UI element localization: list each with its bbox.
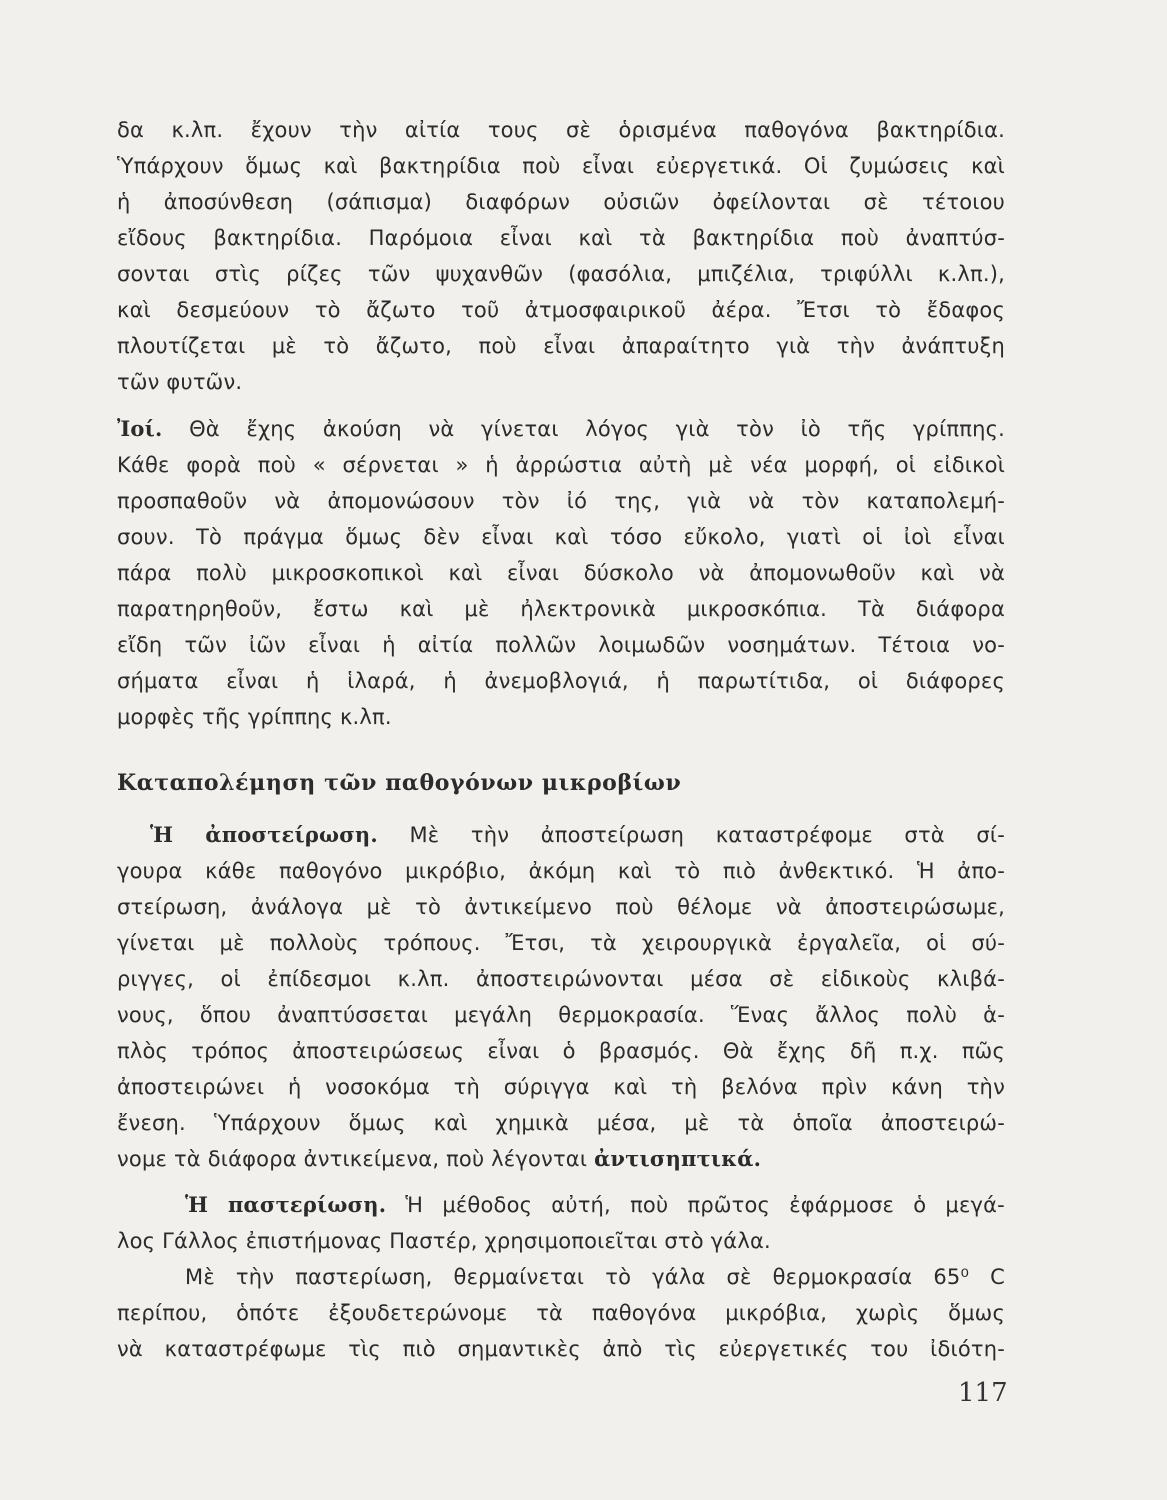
paragraph-first-line: [150, 820, 1005, 850]
text-line: πάρα πολὺ μικροσκοπικοὶ καὶ εἶναι δύσκολο νὰ ἀπομονωθοῦν καὶ νὰ: [117, 561, 1005, 585]
text-line: ἀποστειρώνει ἡ νοσοκόμα τὴ σύριγγα καὶ τὴ βελόνα πρὶν κάνη τὴν: [117, 1075, 1005, 1099]
term-antiseptics: ἀντισηπτικά.: [594, 1146, 762, 1171]
text-line: Κάθε φορὰ ποὺ « σέρνεται » ἡ ἀρρώστια αὐτὴ μὲ νέα μορφή, οἱ εἰδικοὶ: [117, 453, 1005, 477]
text-span: Θὰ ἔχης ἀκούση νὰ γίνεται λόγος γιὰ τὸν ἰὸ τῆς γρίππης.: [189, 417, 1005, 441]
text-line: ἡ ἀποσύνθεση (σάπισμα) διαφόρων οὐσιῶν ὀφείλονται σὲ τέτοιου: [117, 190, 1005, 214]
term-label-pasteurization: Ἡ παστερίωση.: [185, 1192, 387, 1217]
text-line: σουν. Τὸ πράγμα ὅμως δὲν εἶναι καὶ τόσο εὔκολο, γιατὶ οἱ ἰοὶ εἶναι: [117, 525, 1005, 549]
text-line: μορφὲς τῆς γρίππης κ.λπ.: [117, 705, 392, 729]
text-line: [117, 1144, 1005, 1174]
text-span: νομε τὰ διάφορα ἀντικείμενα, ποὺ λέγονται: [117, 1147, 588, 1171]
text-line: νους, ὅπου ἀναπτύσσεται μεγάλη θερμοκρασία. Ἕνας ἄλλος πολὺ ἁ-: [117, 1003, 1005, 1027]
page-number: 117: [958, 1378, 1008, 1408]
text-line: περίπου, ὁπότε ἐξουδετερώνομε τὰ παθογόνα μικρόβια, χωρὶς ὅμως: [117, 1301, 1005, 1325]
text-line: γίνεται μὲ πολλοὺς τρόπους. Ἔτσι, τὰ χειρουργικὰ ἐργαλεῖα, οἱ σύ-: [117, 931, 1005, 955]
paragraph-first-line: [117, 414, 1005, 444]
text-line: πλουτίζεται μὲ τὸ ἄζωτο, ποὺ εἶναι ἀπαραίτητο γιὰ τὴν ἀνάπτυξη: [117, 334, 1005, 358]
term-label-sterilization: Ἡ ἀποστείρωση.: [150, 822, 378, 847]
term-label-ioi: Ἰοί.: [117, 416, 163, 441]
text-line: εἴδη τῶν ἰῶν εἶναι ἡ αἰτία πολλῶν λοιμωδῶν νοσημάτων. Τέτοια νο-: [117, 633, 1005, 657]
text-line: πλὸς τρόπος ἀποστειρώσεως εἶναι ὁ βρασμός. Θὰ ἔχης δῆ π.χ. πῶς: [117, 1039, 1005, 1063]
text-line: σήματα εἶναι ἡ ἱλαρά, ἡ ἀνεμοβλογιά, ἡ παρωτίτιδα, οἱ διάφορες: [117, 669, 1005, 693]
text-line: γουρα κάθε παθογόνο μικρόβιο, ἀκόμη καὶ τὸ πιὸ ἀνθεκτικό. Ἡ ἀπο-: [117, 859, 1005, 883]
text-line: στείρωση, ἀνάλογα μὲ τὸ ἀντικείμενο ποὺ θέλομε νὰ ἀποστειρώσωμε,: [117, 895, 1005, 919]
text-line: εἴδους βακτηρίδια. Παρόμοια εἶναι καὶ τὰ βακτηρίδια ποὺ ἀναπτύσ-: [117, 226, 1005, 250]
text-line: τῶν φυτῶν.: [117, 370, 243, 394]
text-line: σονται στὶς ρίζες τῶν ψυχανθῶν (φασόλια, μπιζέλια, τριφύλλι κ.λπ.),: [117, 262, 1005, 286]
text-span: Ἡ μέθοδος αὐτή, ποὺ πρῶτος ἐφάρμοσε ὁ μεγά-: [405, 1193, 1005, 1217]
text-line: Μὲ τὴν παστερίωση, θερμαίνεται τὸ γάλα σὲ θερμοκρασία 65⁰ C: [185, 1265, 1005, 1289]
text-line: λος Γάλλος ἐπιστήμονας Παστέρ, χρησιμοποιεῖται στὸ γάλα.: [117, 1229, 771, 1253]
text-span: Μὲ τὴν ἀποστείρωση καταστρέφομε στὰ σί-: [409, 823, 1005, 847]
text-line: προσπαθοῦν νὰ ἀπομονώσουν τὸν ἰό της, γιὰ νὰ τὸν καταπολεμή-: [117, 489, 1005, 513]
text-line: ἔνεση. Ὑπάρχουν ὅμως καὶ χημικὰ μέσα, μὲ τὰ ὁποῖα ἀποστειρώ-: [117, 1111, 1005, 1135]
paragraph-first-line: [185, 1190, 1005, 1220]
text-line: παρατηρηθοῦν, ἔστω καὶ μὲ ἠλεκτρονικὰ μικροσκόπια. Τὰ διάφορα: [117, 597, 1005, 621]
text-line: καὶ δεσμεύουν τὸ ἄζωτο τοῦ ἀτμοσφαιρικοῦ ἀέρα. Ἔτσι τὸ ἔδαφος: [117, 298, 1005, 322]
text-line: ριγγες, οἱ ἐπίδεσμοι κ.λπ. ἀποστειρώνονται μέσα σὲ εἰδικοὺς κλιβά-: [117, 967, 1005, 991]
text-line: Ὑπάρχουν ὅμως καὶ βακτηρίδια ποὺ εἶναι εὐεργετικά. Οἱ ζυμώσεις καὶ: [117, 154, 1005, 178]
text-line: δα κ.λπ. ἔχουν τὴν αἰτία τους σὲ ὁρισμένα παθογόνα βακτηρίδια.: [117, 118, 1005, 142]
text-line: νὰ καταστρέφωμε τὶς πιὸ σημαντικὲς ἀπὸ τὶς εὐεργετικές του ἰδιότη-: [117, 1337, 1005, 1361]
section-heading: Καταπολέμηση τῶν παθογόνων μικροβίων: [117, 770, 682, 796]
